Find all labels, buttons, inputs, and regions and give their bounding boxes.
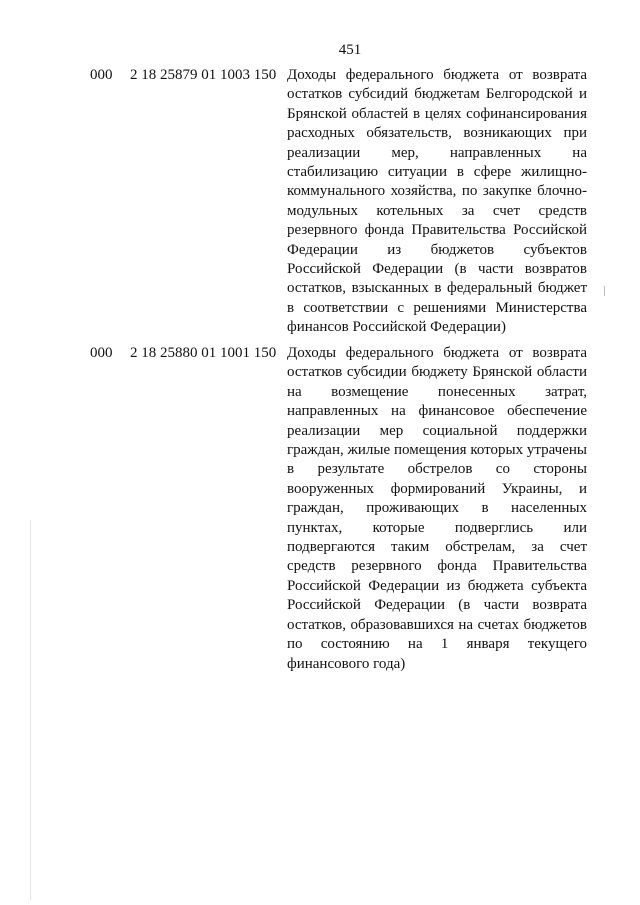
page-number: 451	[338, 42, 362, 58]
scan-artifact-line	[30, 520, 31, 900]
admin-code: 000	[90, 67, 113, 83]
scan-artifact-dot	[604, 286, 605, 296]
budget-classification-code: 2 18 25880 01 1001 150	[130, 345, 277, 361]
entry-description: Доходы федерального бюджета от возврата остатков субсидии бюджету Брянской области на возмещение понесенных затрат, направленных на финансовое обеспечение реализации мер социальной поддержки граждан, жилые помещения которых утрачены в результате обстрелов со стороны вооруженных формирований Украины, и граждан, проживающих в населенных пунктах, которые подверглись или подвергаются таким обстрелам, за счет средств резервного фонда Правительства Российской Федерации из бюджета субъекта Российской Федерации (в части возврата остатков, образовавшихся на счетах бюджетов по состоянию на 1 января текущего финансового года)	[287, 345, 587, 672]
entry-description: Доходы федерального бюджета от возврата остатков субсидий бюджетам Белгородской и Брянской областей в целях софинансирования расходных обязательств, возникающих при реализации мер, направленных на стабилизацию ситуации в сфере жилищно-коммунального хозяйства, по закупке блочно-модульных котельных за счет средств резервного фонда Правительства Российской Федерации из бюджетов субъектов Российской Федерации (в части возвратов остатков, взысканных в федеральный бюджет в соответствии с решениями Министерства финансов Российской Федерации)	[287, 67, 587, 336]
budget-classification-code: 2 18 25879 01 1003 150	[130, 67, 277, 83]
admin-code: 000	[90, 345, 113, 361]
